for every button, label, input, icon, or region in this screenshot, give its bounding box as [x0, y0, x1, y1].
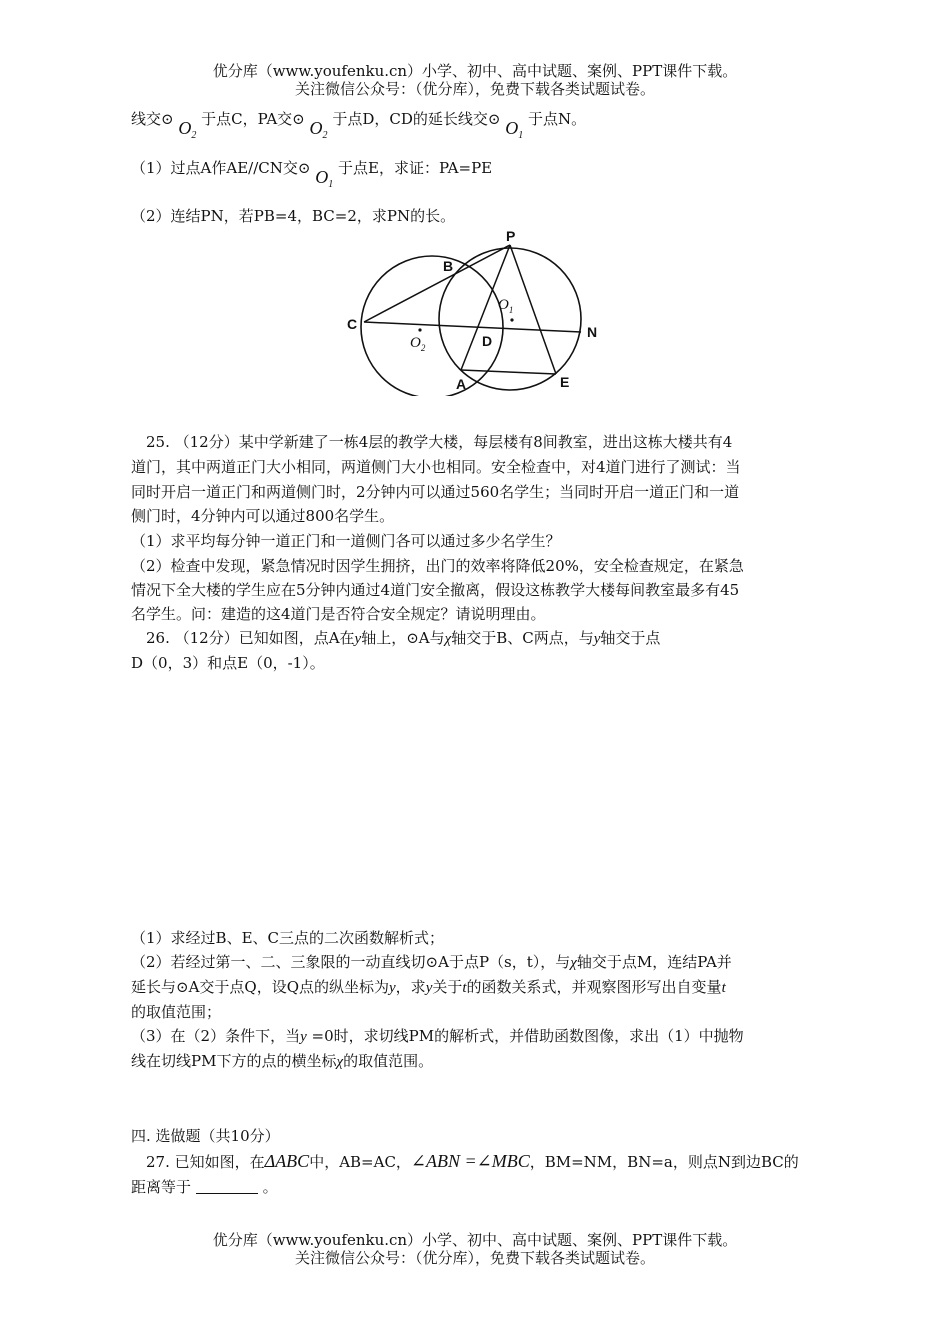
- label-o1: $O_1$: [498, 297, 514, 315]
- q25-line3: 同时开启一道正门和两道侧门时，2分钟内可以通过560名学生；当同时开启一道正门和一道: [131, 483, 740, 501]
- page-footer-line2: 关注微信公众号：（优分库），免费下载各类试题试卷。: [294, 1249, 655, 1267]
- q26-part3-line2: 线在切线PM下方的点的横坐标χ的取值范围。: [131, 1052, 434, 1070]
- circle-o2: [361, 256, 503, 396]
- q24-part2: （2）连结PN，若PB=4，BC=2，求PN的长。: [131, 207, 456, 225]
- center-dot-o2: [418, 328, 421, 331]
- q24-continuation-line: 线交⊙ $O_2$ 于点C，PA交⊙ $O_2$ 于点D，CD的延长线交⊙ $O_1$ 于点N。: [131, 110, 587, 141]
- q25-part2-line1: （2）检查中发现，紧急情况时因学生拥挤，出门的效率将降低20%，安全检查规定，在紧急: [131, 557, 744, 575]
- q26-part1: （1）求经过B、E、C三点的二次函数解析式；: [131, 929, 444, 947]
- page-header-line2: 关注微信公众号：（优分库），免费下载各类试题试卷。: [294, 80, 655, 98]
- label-c: C: [347, 316, 358, 332]
- circles-geometry-figure: [340, 226, 610, 396]
- section4-title: 四. 选做题（共10分）: [131, 1127, 280, 1145]
- q26-part2-line2: 延长与⊙A交于点Q，设Q点的纵坐标为y，求y关于t的函数关系式，并观察图形写出自变量t: [131, 978, 726, 996]
- q26-line2: D（0，3）和点E（0，-1）。: [131, 654, 325, 672]
- q26-line1: 26. （12分）已知如图，点A在y轴上，⊙A与χ轴交于B、C两点，与y轴交于点: [146, 629, 661, 647]
- label-d: D: [482, 333, 493, 349]
- label-e: E: [560, 374, 570, 390]
- q27-line1: 27. 已知如图，在ΔABC中，AB=AC，∠ABN =∠MBC，BM=NM，BN=a，则点N到边BC的: [146, 1151, 799, 1171]
- circle-o1: [439, 248, 581, 390]
- line-cn: [364, 322, 581, 332]
- q26-part2-line1: （2）若经过第一、二、三象限的一动直线切⊙A于点P（s，t），与χ轴交于点M，连结PA并: [131, 953, 732, 971]
- q25-part1: （1）求平均每分钟一道正门和一道侧门各可以通过多少名学生？: [131, 532, 561, 550]
- label-p: P: [506, 228, 516, 244]
- q25-line4: 侧门时，4分钟内可以通过800名学生。: [131, 507, 395, 525]
- page-footer-line1: 优分库（www.youfenku.cn）小学、初中、高中试题、案例、PPT课件下载。: [212, 1231, 738, 1249]
- q27-line2: 距离等于 。: [131, 1178, 278, 1196]
- q25-part2-line2: 情况下全大楼的学生应在5分钟内通过4道门安全撤离，假设这栋教学大楼每间教室最多有45: [131, 581, 740, 599]
- line-ae: [461, 370, 556, 374]
- center-dot-o1: [510, 318, 513, 321]
- label-a: A: [456, 376, 467, 392]
- q24-part1: （1）过点A作AE//CN交⊙ $O_1$ 于点E，求证：PA=PE: [131, 159, 493, 190]
- q25-part2-line3: 名学生。问：建造的这4道门是否符合安全规定？请说明理由。: [131, 605, 546, 623]
- label-n: N: [587, 324, 598, 340]
- q25-line2: 道门，其中两道正门大小相同，两道侧门大小也相同。安全检查中，对4道门进行了测试：当: [131, 458, 741, 476]
- q25-line1: 25. （12分）某中学新建了一栋4层的教学大楼，每层楼有8间教室，进出这栋大楼共有4: [146, 433, 733, 451]
- answer-blank[interactable]: [196, 1179, 258, 1194]
- q26-part2-line3: 的取值范围；: [131, 1003, 222, 1021]
- page-header-line1: 优分库（www.youfenku.cn）小学、初中、高中试题、案例、PPT课件下载。: [212, 62, 738, 80]
- label-b: B: [443, 258, 454, 274]
- label-o2: $O_2$: [410, 335, 426, 353]
- line-pe: [510, 245, 556, 374]
- q26-part3-line1: （3）在（2）条件下，当y =0时，求切线PM的解析式，并借助函数图像，求出（1）中抛物: [131, 1027, 744, 1045]
